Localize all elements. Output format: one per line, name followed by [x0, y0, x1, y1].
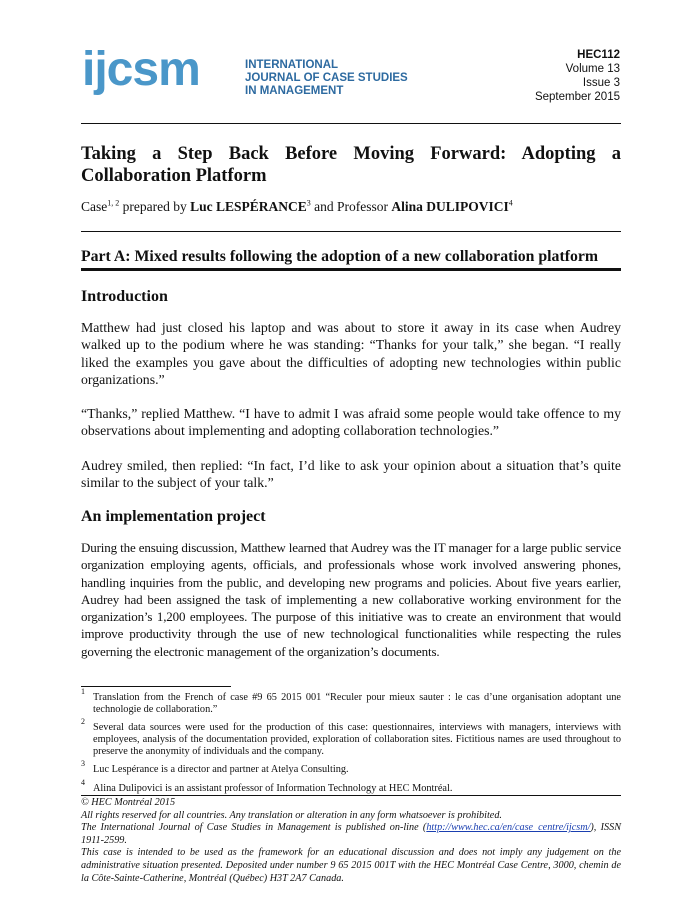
introduction-heading: Introduction [81, 288, 168, 305]
journal-name [245, 59, 408, 98]
volume: Volume 13 [565, 63, 620, 75]
footnote-number: 4 [81, 777, 85, 787]
rights-notice: All rights reserved for all countries. Any translation or alteration in any form whatsoever is prohibited. [81, 809, 502, 821]
part-heading-block [81, 248, 621, 266]
part-heading-rule [81, 268, 621, 271]
footnote-ref-3[interactable]: 3 [306, 198, 311, 208]
byline-and: and Professor [310, 199, 392, 214]
introduction-section [81, 288, 621, 491]
footnote-3 [81, 759, 621, 776]
implementation-section [81, 508, 621, 660]
issue: Issue 3 [582, 77, 620, 89]
copyright-footer [81, 797, 621, 885]
journal-name-line1: INTERNATIONAL [245, 59, 339, 71]
footnote-number: 2 [81, 716, 85, 726]
footnote-text: Luc Lespérance is a director and partner at Atelya Consulting. [93, 764, 349, 776]
title-divider [81, 231, 621, 232]
issue-meta [535, 48, 620, 104]
case-title: Taking a Step Back Before Moving Forward: Adopting a Collaboration Platform [81, 144, 621, 186]
publication-notice [81, 822, 621, 847]
author-2: Alina DULIPOVICI [391, 199, 509, 214]
publication-prefix: The International Journal of Case Studies in Management is published on-line ( [81, 822, 427, 834]
byline [81, 199, 621, 215]
title-block [81, 143, 621, 187]
case-centre-link[interactable]: http://www.hec.ca/en/case_centre/ijcsm/ [426, 822, 591, 834]
part-heading: Part A: Mixed results following the adoption of a new collaboration platform [81, 248, 599, 265]
header-divider [81, 123, 621, 124]
implementation-paragraph: During the ensuing discussion, Matthew learned that Audrey was the IT manager for a large public service organization employing agents, officials, and professionals whose work involved answering phones, handling inquiries from the public, and developing new programs and policies. About five years earlier, Audrey had been assigned the task of implementing a new collaborative working environment for the organization’s 1,200 employees. The purpose of this initiative was to create an environment that would improve productivity through the use of new technological functionalities while respecting the rules governing the electronic management of the organization’s documents. [81, 540, 621, 659]
footnote-number: 3 [81, 759, 85, 769]
implementation-heading: An implementation project [81, 508, 266, 525]
publication-suffix: ), ISSN 1911-2599. [81, 822, 621, 846]
footnote-4 [81, 777, 621, 795]
educational-notice: This case is intended to be used as the framework for an educational discussion and does not imply any judgement on the administrative situation presented. Deposited under number 9 65 2015 001T with the HEC Montréal Case Centre, 3000, chemin de la Côte-Sainte-Catherine, Montréal (Québec) H3T 2A7 Canada. [81, 847, 621, 884]
byline-prepared-by: prepared by [119, 199, 191, 214]
case-code: HEC112 [577, 49, 620, 61]
intro-paragraph-2: “Thanks,” replied Matthew. “I have to admit I was afraid some people would take offence to my observations about implementing and adopting collaboration technologies.” [81, 406, 621, 439]
footnotes [81, 687, 621, 795]
byline-prefix: Case [81, 199, 108, 214]
footnote-ref-1-2[interactable]: 1, 2 [107, 198, 120, 208]
footnote-text: Translation from the French of case #9 65 2015 001 “Reculer pour mieux sauter : le cas d’une organisation adoptant une technologie de collaboration.” [93, 692, 621, 716]
journal-name-line3: IN MANAGEMENT [245, 85, 344, 97]
journal-logo: ijcsm [82, 43, 200, 96]
copyright: © HEC Montréal 2015 [81, 797, 176, 808]
author-1: Luc LESPÉRANCE [190, 199, 307, 214]
intro-paragraph-1: Matthew had just closed his laptop and was about to store it away in its case when Audrey walked up to the podium where he was standing: “Thanks for your talk,” she began. “I really liked the examples you gave about the difficulties of adopting new technologies within public organizations.” [81, 320, 621, 387]
footnote-2 [81, 716, 621, 759]
publication-date: September 2015 [534, 91, 620, 103]
intro-paragraph-3: Audrey smiled, then replied: “In fact, I’d like to ask your opinion about a situation that’s quite similar to the subject of your talk.” [81, 457, 621, 491]
journal-name-line2: JOURNAL OF CASE STUDIES [245, 72, 408, 84]
footnote-text: Alina Dulipovici is an assistant professor of Information Technology at HEC Montréal. [93, 782, 453, 794]
footnote-text: Several data sources were used for the production of this case: questionnaires, interviews with managers, interviews with employees, analysis of the documentation provided, exploration of collaboration sites. Fictitious names are used throughout to preserve the anonymity of individuals and the company. [93, 721, 621, 758]
footnote-ref-4[interactable]: 4 [508, 198, 513, 208]
footnote-number: 1 [81, 687, 85, 696]
footnote-separator [81, 686, 231, 687]
footnote-1 [81, 687, 621, 717]
footer-divider [81, 795, 621, 796]
